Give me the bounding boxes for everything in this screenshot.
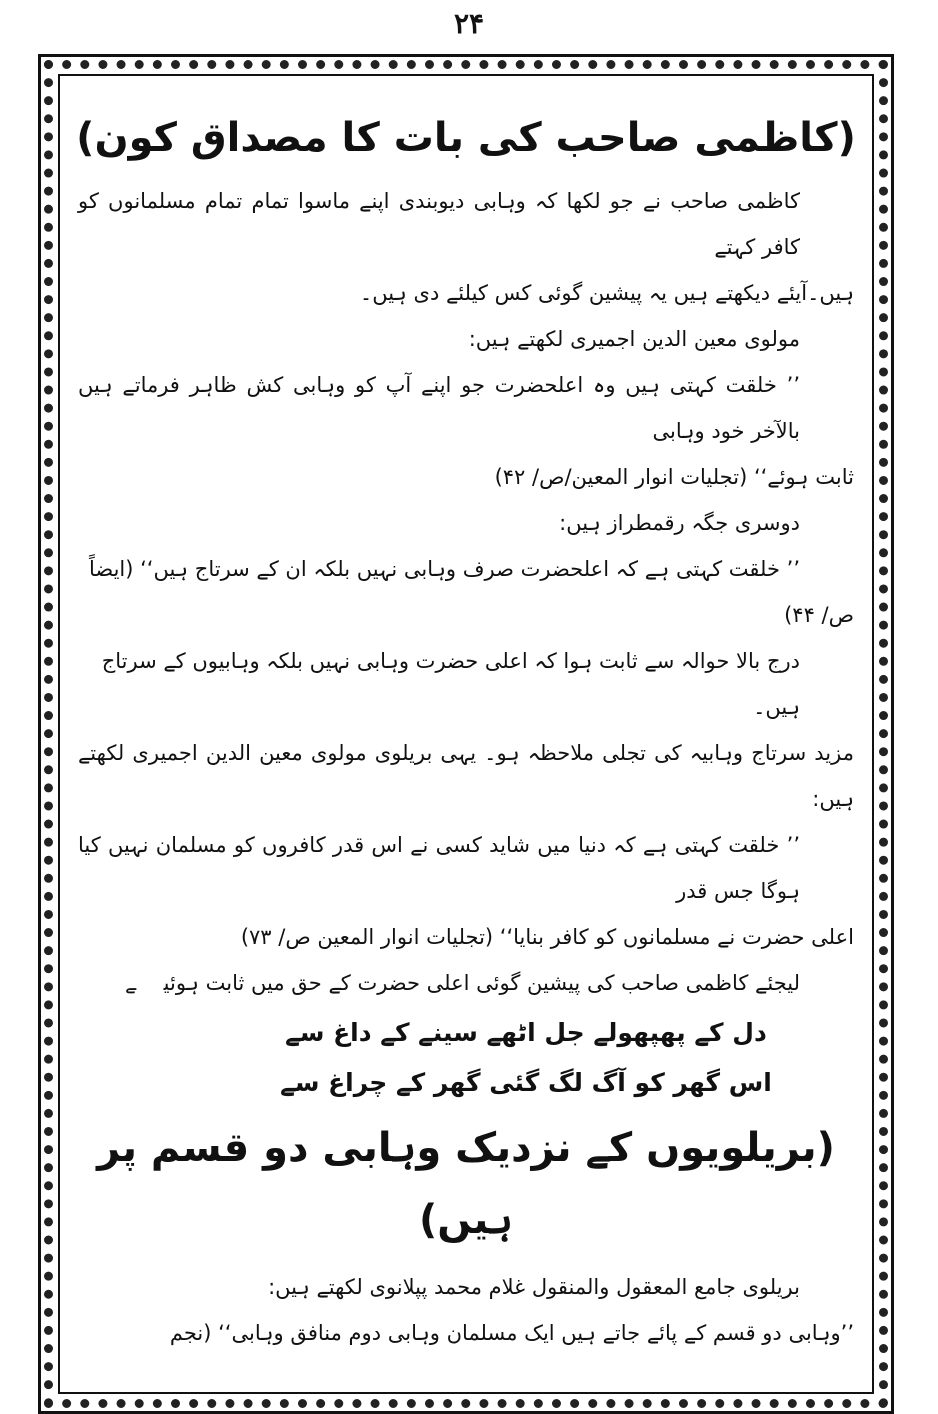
verse-line-2: اس گھر کو آگ لگ گئی گھر کے چراغ سے [280, 1068, 772, 1097]
section-2-paragraph-1: بریلوی جامع المعقول والمنقول غلام محمد پپلانوی لکھتے ہیں: [268, 1275, 800, 1299]
quote-2-line-2: ص/ ۴۴) [784, 603, 854, 627]
paragraph-4: درج بالا حوالہ سے ثابت ہوا کہ اعلی حضرت وہابی نہیں بلکہ وہابیوں کے سرتاج ہیں۔ [101, 649, 800, 719]
paragraph-2: مولوی معین الدین اجمیری لکھتے ہیں: [468, 327, 800, 351]
quote-3-line-2: اعلی حضرت نے مسلمانوں کو کافر بنایا‘‘ (تجلیات انوار المعین ص/ ۷۳) [240, 925, 854, 949]
page-content [72, 96, 860, 1386]
section-2-quote-1-line-1: ’’وہابی دو قسم کے پائے جاتے ہیں ایک مسلمان وہابی دوم منافق وہابی‘‘ (نجم [169, 1321, 854, 1345]
paragraph-6 [72, 960, 860, 1008]
quote-1-line-2: ثابت ہوئے‘‘ (تجلیات انوار المعین/ص/ ۴۲) [494, 465, 854, 489]
quote-3-line-1: ’’ خلقت کہتی ہے کہ دنیا میں شاید کسی نے اس قدر کافروں کو مسلمان نہیں کیا ہوگا جس قدر [78, 833, 800, 903]
verse-line-1: دل کے پھپھولے جل اٹھے سینے کے داغ سے [285, 1018, 767, 1047]
quote-2-line-1: ’’ خلقت کہتی ہے کہ اعلحضرت صرف وہابی نہیں بلکہ ان کے سرتاج ہیں‘‘ (ایضاً [88, 557, 800, 581]
verse-mark: ے [125, 974, 136, 995]
section-heading-barelvi: (بریلویوں کے نزدیک وہابی دو قسم پر ہیں) [97, 1125, 835, 1243]
paragraph-6-text: لیجئے کاظمی صاحب کی پیشین گوئی اعلی حضرت کے حق میں ثابت ہوئی [163, 971, 800, 995]
paragraph-1-line-1: کاظمی صاحب نے جو لکھا کہ وہابی دیوبندی اپنے ماسوا تمام تمام مسلمانوں کو کافر کہتے [78, 189, 800, 259]
quote-1-line-1: ’’ خلقت کہتی ہیں وہ اعلحضرت جو اپنے آپ کو وہابی کش ظاہر فرماتے ہیں بالآخر خود وہابی [78, 373, 800, 443]
paragraph-3: دوسری جگہ رقمطراز ہیں: [559, 511, 800, 535]
paragraph-5: مزید سرتاج وہابیہ کی تجلی ملاحظہ ہو۔ یہی بریلوی مولوی معین الدین اجمیری لکھتے ہیں: [78, 741, 854, 811]
page-number: ۲۴ [453, 7, 485, 40]
section-heading-kazmi: (کاظمی صاحب کی بات کا مصداق کون) [76, 115, 856, 161]
paragraph-1-line-2: ہیں۔آیئے دیکھتے ہیں یہ پیشین گوئی کس کیلئے دی ہیں۔ [359, 281, 854, 305]
